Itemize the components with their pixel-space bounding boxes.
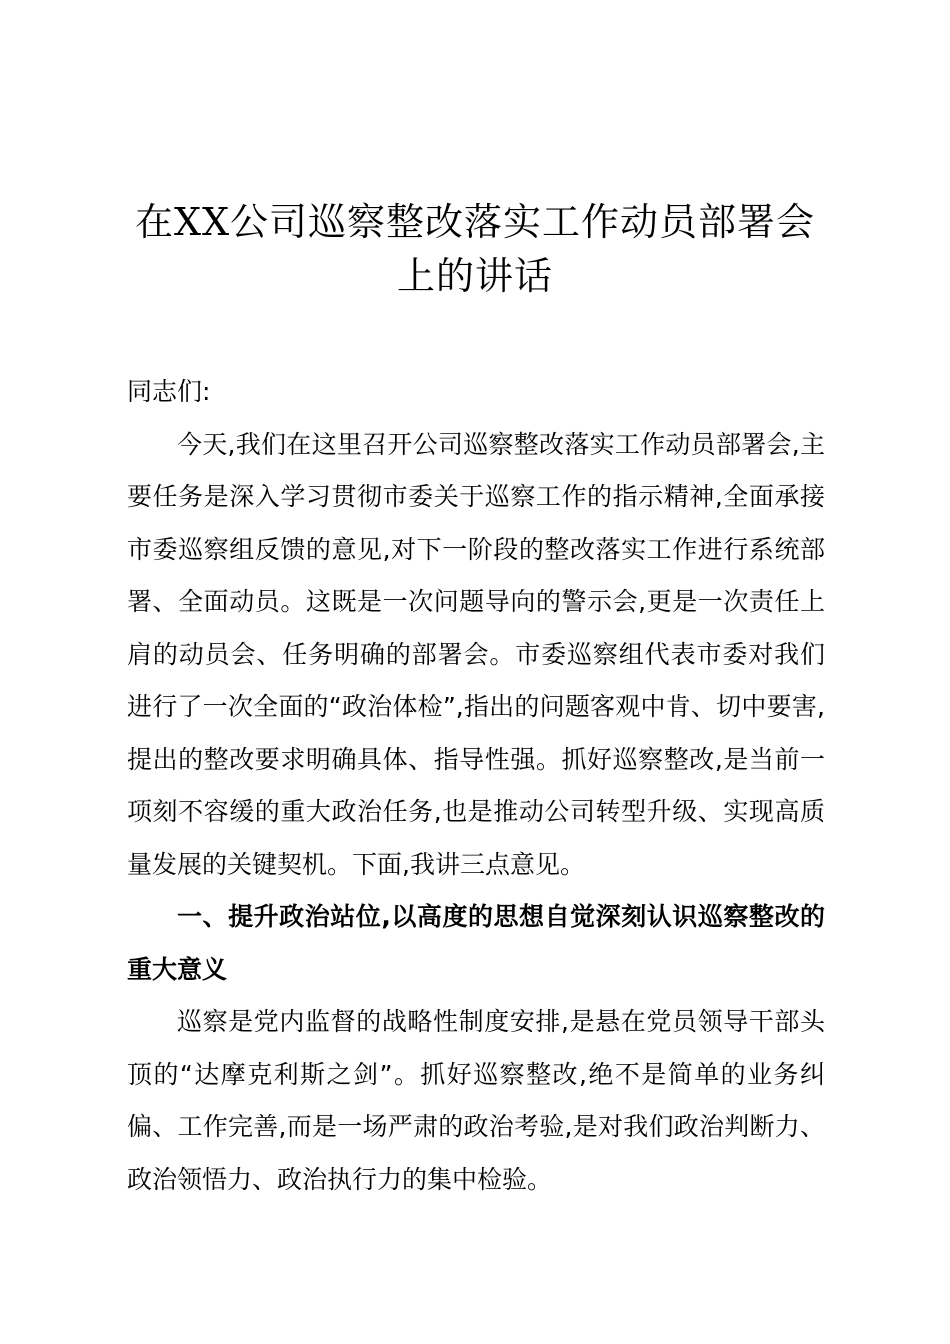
paragraph-section-1: 巡察是党内监督的战略性制度安排,是悬在党员领导干部头顶的“达摩克利斯之剑”。抓好巡察整改,绝不是简单的业务纠偏、工作完善,而是一场严肃的政治考验,是对我们政治判断力、政治领悟力、政治执行力的集中检验。 [127,1007,825,1194]
paragraph-intro: 今天,我们在这里召开公司巡察整改落实工作动员部署会,主要任务是深入学习贯彻市委关于巡察工作的指示精神,全面承接市委巡察组反馈的意见,对下一阶段的整改落实工作进行系统部署、全面动员。这既是一次问题导向的警示会,更是一次责任上肩的动员会、任务明确的部署会。市委巡察组代表市委对我们进行了一次全面的“政治体检”,指出的问题客观中肯、切中要害,提出的整改要求明确具体、指导性强。抓好巡察整改,是当前一项刻不容缓的重大政治任务,也是推动公司转型升级、实现高质量发展的关键契机。下面,我讲三点意见。 [127,429,825,879]
document-body [127,366,825,1206]
title-line-2: 上的讲话 [396,254,553,298]
title-line-1: 在XX公司巡察整改落实工作动员部署会 [134,200,816,244]
section-heading-1: 一、提升政治站位,以高度的思想自觉深刻认识巡察整改的重大意义 [127,902,825,984]
salutation: 同志们: [127,377,211,406]
document-title [100,195,850,303]
